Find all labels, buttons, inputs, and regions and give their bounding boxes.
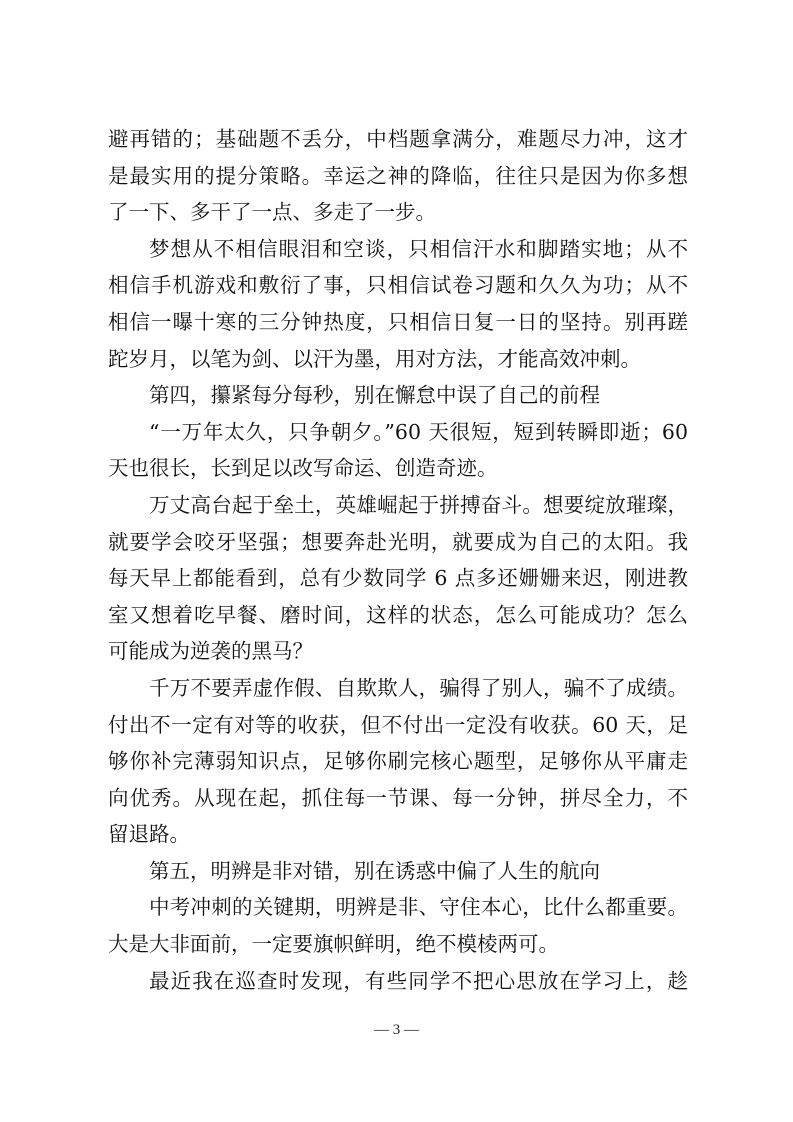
text-line: 可能成为逆袭的黑马？ <box>108 639 313 664</box>
text-line: 就要学会咬牙坚强；想要奔赴光明，就要成为自己的太阳。我 <box>108 529 688 554</box>
page-number: — 3 — <box>374 1022 419 1038</box>
text-line: 够你补完薄弱知识点，足够你刷完核心题型，足够你从平庸走 <box>108 749 688 774</box>
text-line: 相信一曝十寒的三分钟热度，只相信日复一日的坚持。别再蹉 <box>108 309 688 334</box>
text-line: 避再错的；基础题不丢分，中档题拿满分，难题尽力冲，这才 <box>108 127 688 151</box>
section-heading: 第四，攥紧每分每秒，别在懈怠中误了自己的前程 <box>149 383 600 408</box>
text-line: 每天早上都能看到，总有少数同学 6 点多还姗姗来迟，刚进教 <box>108 566 688 591</box>
text-line: 是最实用的提分策略。幸运之神的降临，往往只是因为你多想 <box>108 163 688 188</box>
text-line: 万丈高台起于垒土，英雄崛起于拼搏奋斗。想要绽放璀璨， <box>149 492 688 517</box>
text-line: 中考冲刺的关键期，明辨是非、守住本心，比什么都重要。 <box>149 895 688 920</box>
text-line: 跎岁月，以笔为剑、以汗为墨，用对方法，才能高效冲刺。 <box>108 346 641 371</box>
text-line: 留退路。 <box>108 822 190 847</box>
section-heading: 第五，明辨是非对错，别在诱惑中偏了人生的航向 <box>149 858 600 883</box>
text-line: 梦想从不相信眼泪和空谈，只相信汗水和脚踏实地；从不 <box>149 236 688 261</box>
body-text <box>108 121 688 999</box>
text-line: 室又想着吃早餐、磨时间，这样的状态，怎么可能成功？怎么 <box>108 602 688 627</box>
text-line: 相信手机游戏和敷衍了事，只相信试卷习题和久久为功；从不 <box>108 273 688 298</box>
text-line: 最近我在巡查时发现，有些同学不把心思放在学习上，趁 <box>149 968 688 993</box>
text-line: 了一下、多干了一点、多走了一步。 <box>108 200 436 225</box>
text-line: 付出不一定有对等的收获，但不付出一定没有收获。60 天，足 <box>108 712 688 737</box>
text-line: 向优秀。从现在起，抓住每一节课、每一分钟，拼尽全力，不 <box>108 785 688 810</box>
text-line: 天也很长，长到足以改写命运、创造奇迹。 <box>108 456 498 481</box>
text-line: 千万不要弄虚作假、自欺欺人，骗得了别人，骗不了成绩。 <box>149 675 688 700</box>
text-line: 大是大非面前，一定要旗帜鲜明，绝不模棱两可。 <box>108 932 559 957</box>
text-line: “一万年太久，只争朝夕。”60 天很短，短到转瞬即逝；60 <box>149 419 688 444</box>
